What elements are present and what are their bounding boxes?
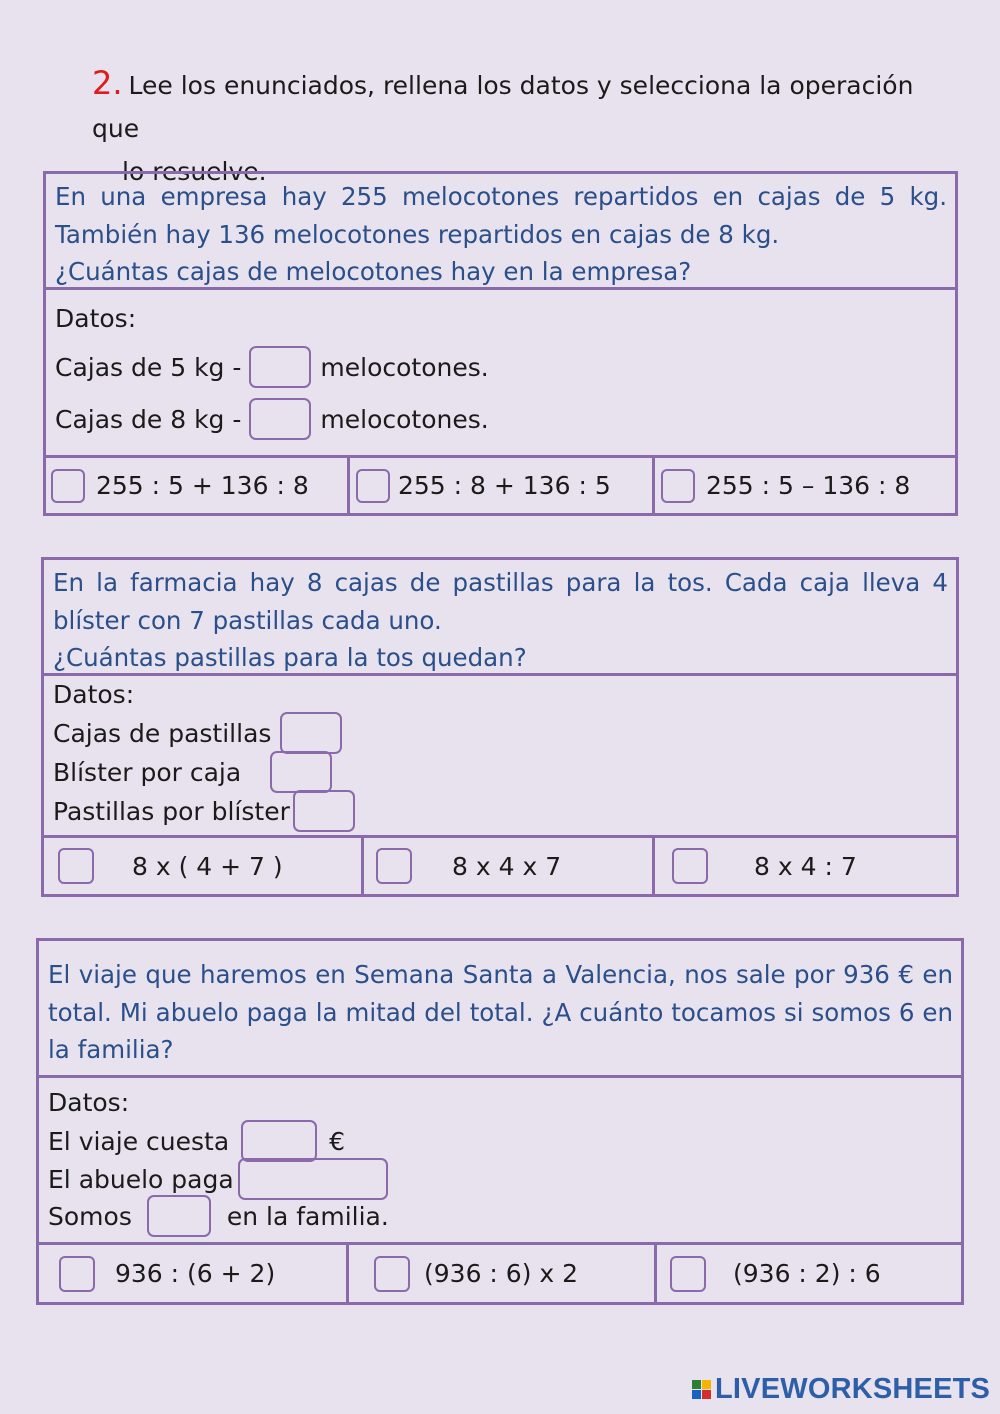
problem-3-text: El viaje que haremos en Semana Santa a Valencia, nos sale por 936 € en total. Mi abuelo paga la mitad del total. ¿A cuánto tocamos si somos 6 en la familia?	[48, 960, 953, 1064]
row-label: Cajas de 5 kg -	[55, 352, 242, 382]
answer-box-somos[interactable]	[147, 1195, 211, 1237]
problem-1-statement	[46, 174, 955, 290]
checkbox[interactable]	[59, 1256, 95, 1292]
option-label: 255 : 8 + 136 : 5	[398, 471, 611, 500]
checkbox[interactable]	[51, 469, 85, 503]
option-label: (936 : 2) : 6	[733, 1259, 881, 1288]
problem-2-text: En la farmacia hay 8 cajas de pastillas para la tos. Cada caja lleva 4 blíster con 7 pastillas cada uno.	[53, 568, 948, 635]
row-label: Cajas de pastillas	[53, 718, 272, 748]
instruction-line-1: Lee los enunciados, rellena los datos y selecciona la operación que	[92, 71, 914, 143]
instruction-line-2: lo resuelve.	[122, 157, 267, 186]
checkbox[interactable]	[661, 469, 695, 503]
problem-card-1	[43, 171, 958, 516]
option-3a[interactable]	[39, 1245, 349, 1302]
logo-text: LIVEWORKSHEETS	[715, 1373, 991, 1405]
row-label: El abuelo paga	[48, 1164, 234, 1194]
answer-box-abuelo[interactable]	[238, 1158, 388, 1200]
logo-mark-icon	[692, 1380, 711, 1399]
problem-1-text: En una empresa hay 255 melocotones repartidos en cajas de 5 kg. También hay 136 melocotones repartidos en cajas de 8 kg.	[55, 182, 947, 249]
problem-card-2	[41, 557, 959, 897]
checkbox[interactable]	[376, 848, 412, 884]
problem-1-question: ¿Cuántas cajas de melocotones hay en la empresa?	[55, 257, 692, 286]
data-title: Datos:	[48, 1088, 130, 1117]
row-suffix: melocotones.	[320, 404, 489, 434]
option-label: 8 x ( 4 + 7 )	[132, 851, 283, 881]
checkbox[interactable]	[356, 469, 390, 503]
problem-2-statement	[44, 560, 956, 676]
problem-card-3	[36, 938, 964, 1305]
problem-1-data	[46, 290, 955, 458]
answer-box-pastillas[interactable]	[293, 790, 355, 832]
data-title: Datos:	[53, 680, 135, 709]
option-3c[interactable]	[657, 1245, 961, 1302]
answer-box-8kg[interactable]	[249, 398, 311, 440]
option-label: 8 x 4 x 7	[452, 851, 562, 881]
problem-2-question: ¿Cuántas pastillas para la tos quedan?	[53, 643, 527, 672]
option-2b[interactable]	[364, 838, 655, 894]
row-label: Somos	[48, 1201, 132, 1231]
data-title: Datos:	[55, 304, 137, 333]
liveworksheets-logo	[692, 1373, 990, 1406]
checkbox[interactable]	[58, 848, 94, 884]
option-label: 255 : 5 – 136 : 8	[706, 471, 911, 500]
checkbox[interactable]	[672, 848, 708, 884]
checkbox[interactable]	[670, 1256, 706, 1292]
problem-2-data	[44, 676, 956, 838]
problem-3-data	[39, 1078, 961, 1245]
exercise-number: 2.	[92, 64, 123, 102]
option-2a[interactable]	[44, 838, 364, 894]
checkbox[interactable]	[374, 1256, 410, 1292]
option-2c[interactable]	[655, 838, 956, 894]
option-label: 8 x 4 : 7	[754, 851, 857, 881]
row-label: Cajas de 8 kg -	[55, 404, 242, 434]
row-label: El viaje cuesta	[48, 1126, 230, 1156]
answer-box-viaje[interactable]	[241, 1120, 317, 1162]
row-label: Pastillas por blíster	[53, 796, 290, 826]
option-label: (936 : 6) x 2	[424, 1259, 579, 1288]
answer-box-5kg[interactable]	[249, 346, 311, 388]
option-label: 936 : (6 + 2)	[115, 1259, 276, 1288]
option-1b[interactable]	[350, 458, 655, 513]
row-suffix: melocotones.	[320, 352, 489, 382]
option-1a[interactable]	[46, 458, 350, 513]
answer-box-blister[interactable]	[270, 751, 332, 793]
option-1c[interactable]	[655, 458, 955, 513]
row-label: Blíster por caja	[53, 757, 242, 787]
option-3b[interactable]	[349, 1245, 657, 1302]
option-label: 255 : 5 + 136 : 8	[96, 471, 309, 500]
problem-3-statement	[39, 941, 961, 1078]
row-suffix: €	[329, 1126, 346, 1156]
row-suffix: en la familia.	[226, 1201, 389, 1231]
answer-box-cajas[interactable]	[280, 712, 342, 754]
